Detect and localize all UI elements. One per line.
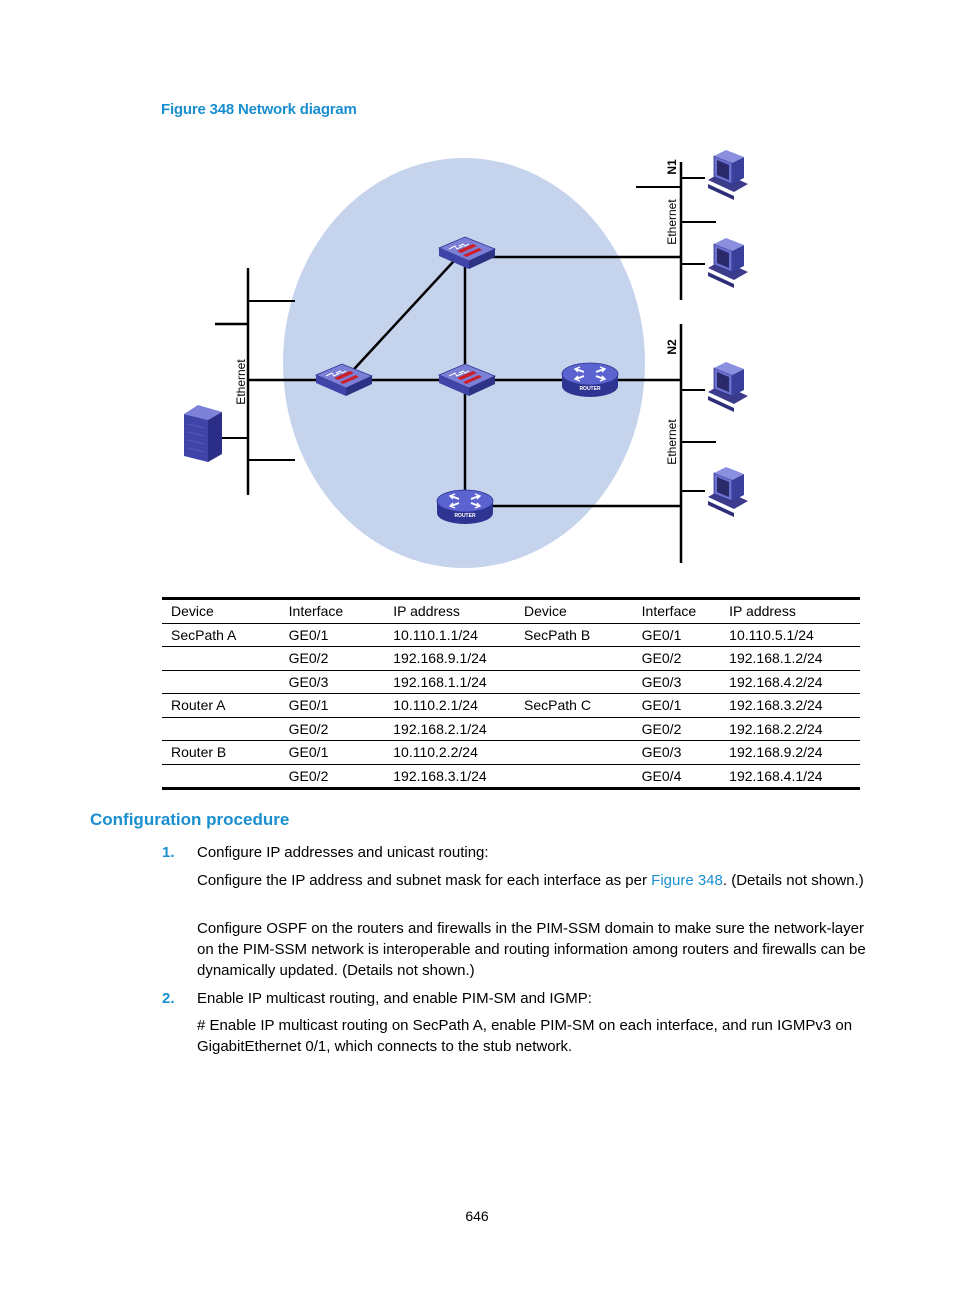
table-cell: 192.168.2.1/24 xyxy=(393,720,487,737)
table-row xyxy=(162,670,860,694)
table-row xyxy=(162,764,860,789)
table-cell: GE0/3 xyxy=(641,673,682,690)
table-cell: 192.168.3.1/24 xyxy=(393,767,487,784)
col-ip-2: IP address xyxy=(729,603,796,619)
table-row xyxy=(162,694,860,718)
table-cell: Router A xyxy=(171,697,226,713)
router-icon-bottom xyxy=(437,490,493,524)
host-pc-icon-2 xyxy=(708,238,748,288)
table-cell: 10.110.2.1/24 xyxy=(393,697,478,713)
col-ip-1: IP address xyxy=(393,603,460,619)
paragraph-text: Configure the IP address and subnet mask for each interface as per xyxy=(197,872,652,889)
paragraph-text: . (Details not shown.) xyxy=(722,872,864,889)
table-cell: GE0/1 xyxy=(641,626,682,643)
table-cell: GE0/2 xyxy=(288,767,329,784)
figure-link[interactable]: Figure 348 xyxy=(651,872,723,889)
network-diagram xyxy=(160,140,770,590)
table-cell: 192.168.9.2/24 xyxy=(729,744,823,760)
table-cell: SecPath C xyxy=(524,697,591,713)
step-text: Configure IP addresses and unicast routing: xyxy=(197,844,489,861)
table-row xyxy=(162,647,860,671)
table-header-row xyxy=(162,599,860,624)
table-cell: GE0/1 xyxy=(288,697,329,713)
table-cell: GE0/1 xyxy=(288,744,329,760)
table-cell: GE0/4 xyxy=(641,767,682,784)
step-number: 1. xyxy=(162,844,175,861)
table-cell: 10.110.1.1/24 xyxy=(393,626,478,643)
table-cell xyxy=(515,717,633,741)
step-1-paragraph-2: Configure OSPF on the routers and firewalls in the PIM-SSM domain to make sure the network-layer on the PIM-SSM network is interoperable and routing information among routers and firewalls can be dynamically updated. (Details not shown.) xyxy=(197,920,866,979)
ethernet-label-n1: Ethernet xyxy=(665,199,679,245)
table-cell xyxy=(515,647,633,671)
table-cell: 192.168.2.2/24 xyxy=(729,720,823,737)
table-cell: 192.168.1.1/24 xyxy=(393,673,487,690)
table-cell: SecPath A xyxy=(171,626,237,643)
table-cell: GE0/2 xyxy=(288,650,329,666)
table-cell: 192.168.4.2/24 xyxy=(729,673,823,690)
col-device-1: Device xyxy=(171,603,214,619)
col-device-2: Device xyxy=(524,603,567,619)
server-icon xyxy=(184,405,222,462)
table-cell: 10.110.5.1/24 xyxy=(729,626,814,643)
table-cell: 192.168.1.2/24 xyxy=(729,650,823,666)
ip-address-table xyxy=(162,597,860,790)
step-2-paragraph-1: # Enable IP multicast routing on SecPath A, enable PIM-SM on each interface, and run IGMPv3 on GigabitEthernet 0/1, which connects to the stub network. xyxy=(197,1017,853,1055)
col-interface-1: Interface xyxy=(288,603,344,619)
table-cell: 192.168.3.2/24 xyxy=(729,697,823,713)
table-row xyxy=(162,717,860,741)
step-1-paragraph-1 xyxy=(197,870,867,891)
table-row xyxy=(162,623,860,647)
n1-label: N1 xyxy=(665,159,679,175)
table-row xyxy=(162,741,860,765)
table-cell: GE0/1 xyxy=(288,626,329,643)
page-number: 646 xyxy=(465,1208,489,1224)
table-cell: 192.168.4.1/24 xyxy=(729,767,823,784)
host-pc-icon-1 xyxy=(708,150,748,200)
table-cell: Router B xyxy=(171,744,227,760)
table-cell: GE0/2 xyxy=(641,720,682,737)
host-pc-icon-4 xyxy=(708,467,748,517)
svg-text:ROUTER: ROUTER xyxy=(579,386,601,392)
step-text: Enable IP multicast routing, and enable PIM-SM and IGMP: xyxy=(197,990,592,1007)
svg-text:ROUTER: ROUTER xyxy=(454,513,476,519)
table-cell: 192.168.9.1/24 xyxy=(393,650,487,666)
router-icon-right xyxy=(562,363,618,397)
table-cell xyxy=(515,670,633,694)
ethernet-label-n2: Ethernet xyxy=(665,419,679,465)
table-cell: GE0/3 xyxy=(641,744,682,760)
table-cell xyxy=(162,670,280,694)
table-cell: GE0/3 xyxy=(288,673,329,690)
figure-caption: Figure 348 Network diagram xyxy=(161,101,357,118)
table-cell: SecPath B xyxy=(524,626,591,643)
step-number: 2. xyxy=(162,990,175,1007)
section-title: Configuration procedure xyxy=(90,810,290,829)
table-cell xyxy=(162,717,280,741)
table-cell xyxy=(162,647,280,671)
table-cell: 10.110.2.2/24 xyxy=(393,744,478,760)
host-pc-icon-3 xyxy=(708,362,748,412)
table-cell: GE0/1 xyxy=(641,697,682,713)
col-interface-2: Interface xyxy=(641,603,697,619)
table-cell: GE0/2 xyxy=(641,650,682,666)
table-cell xyxy=(515,764,633,789)
n2-label: N2 xyxy=(665,339,679,355)
table-cell xyxy=(162,764,280,789)
table-cell: GE0/2 xyxy=(288,720,329,737)
table-cell xyxy=(515,741,633,765)
ethernet-label-left: Ethernet xyxy=(234,359,248,405)
